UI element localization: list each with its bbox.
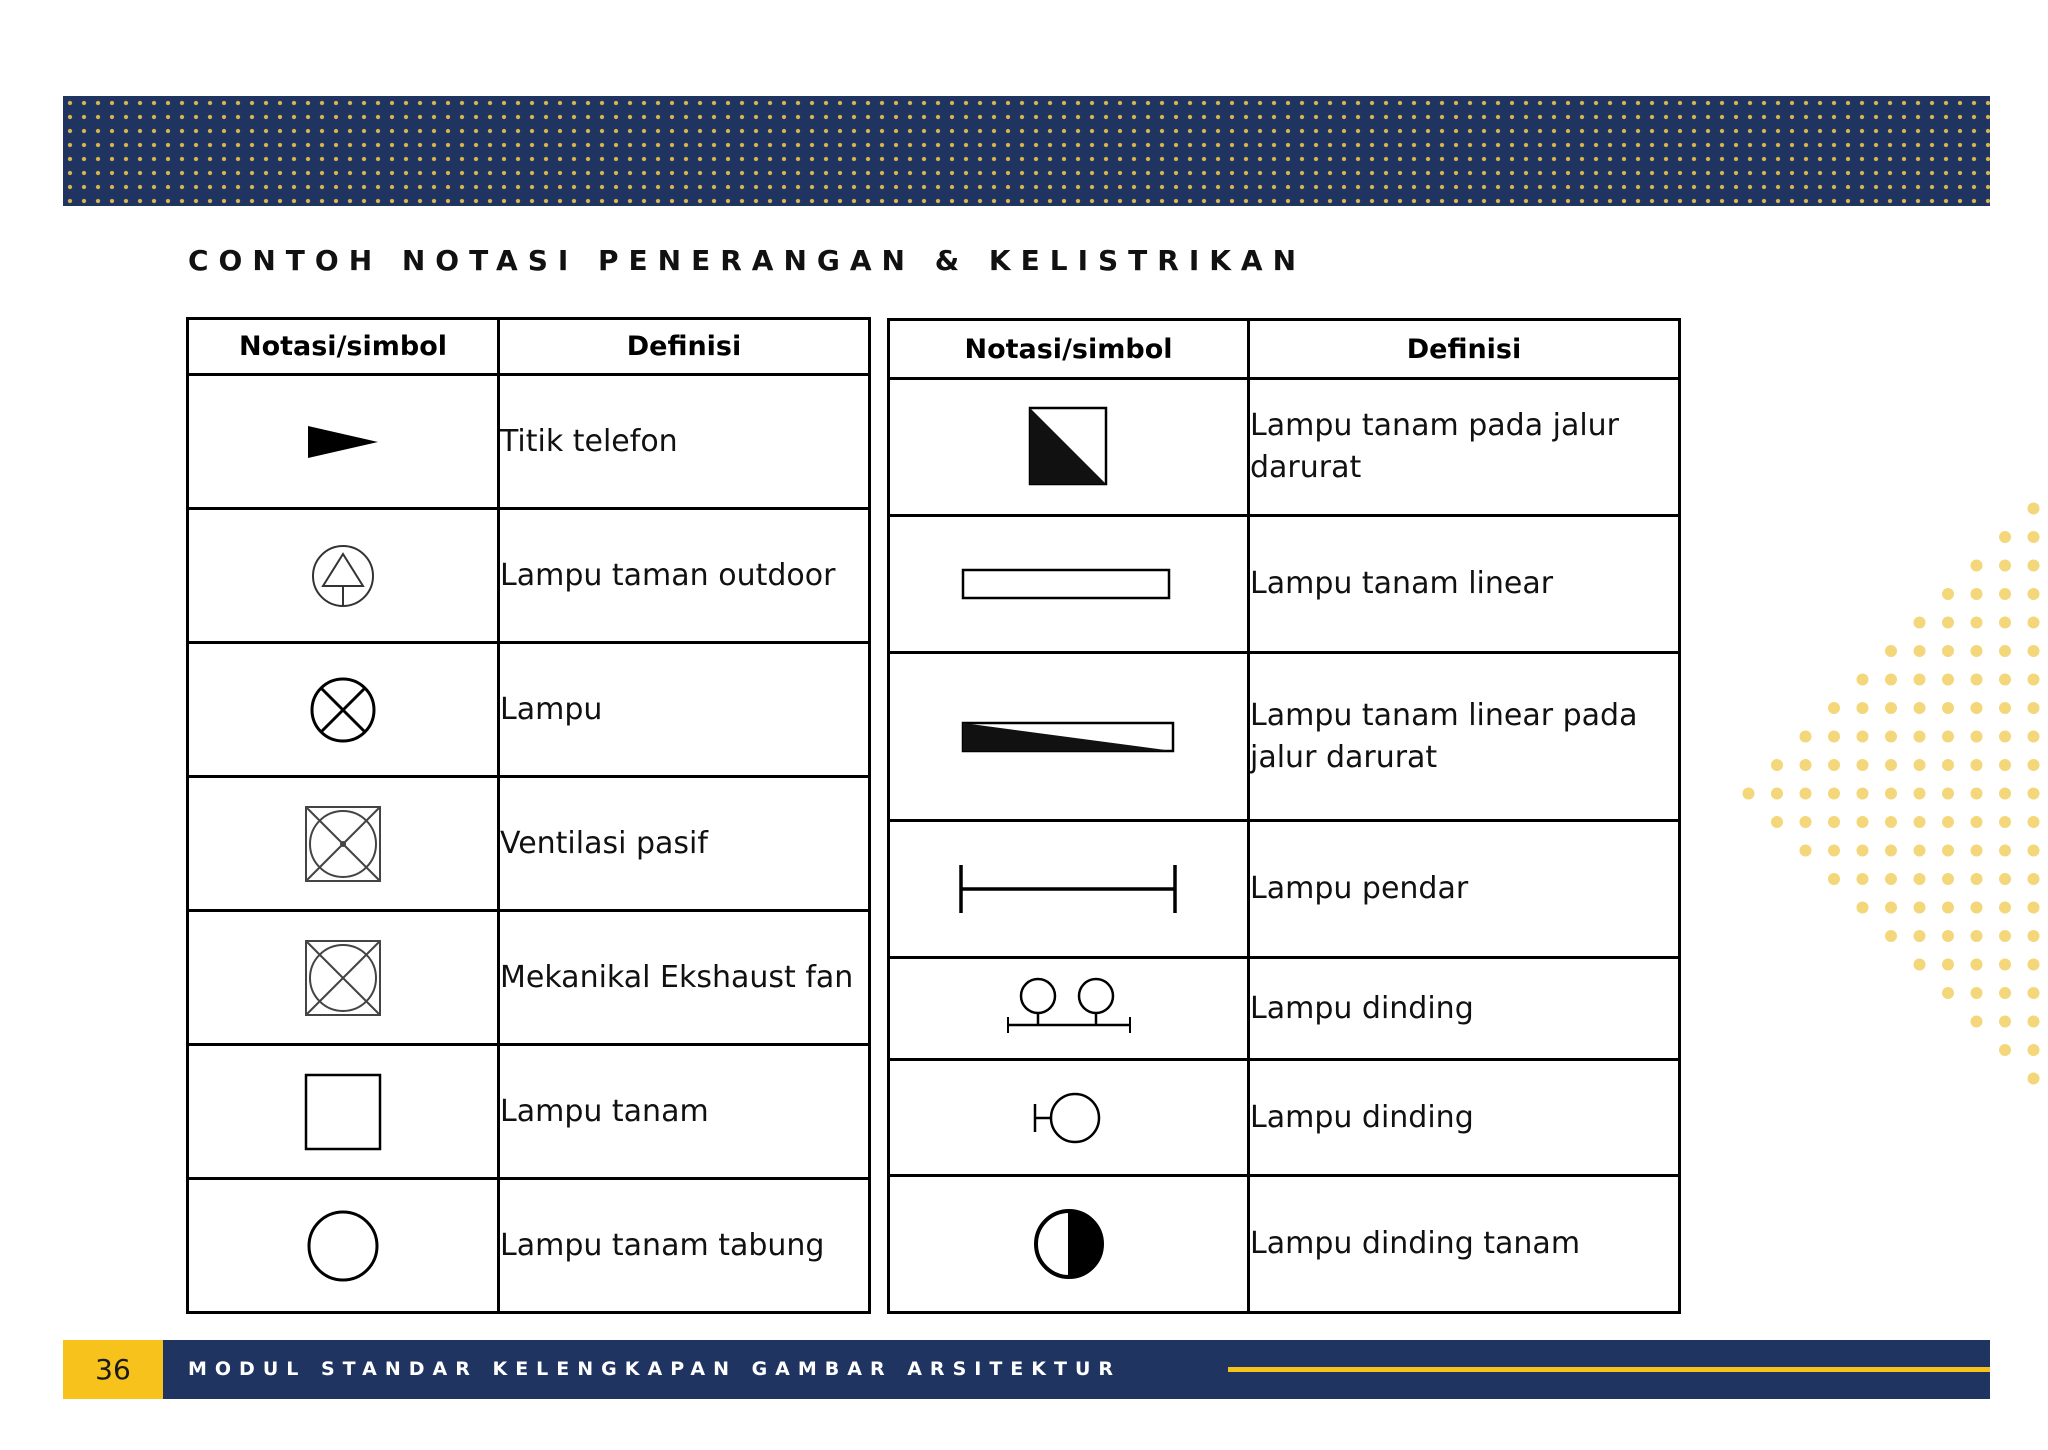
outdoor-garden-lamp-icon xyxy=(303,536,383,616)
emergency-recessed-lamp-icon xyxy=(1024,402,1114,492)
table-row xyxy=(188,777,870,911)
definition-cell: Lampu pendar xyxy=(1249,821,1680,958)
column-header-symbol: Notasi/simbol xyxy=(188,319,499,375)
column-header-definition: Definisi xyxy=(499,319,870,375)
definition-cell: Lampu xyxy=(499,643,870,777)
table-row xyxy=(188,509,870,643)
passive-ventilation-icon xyxy=(301,802,385,886)
table-row xyxy=(889,516,1680,653)
column-header-definition: Definisi xyxy=(1249,320,1680,379)
recessed-wall-lamp-icon xyxy=(1029,1204,1109,1284)
table-row xyxy=(889,1060,1680,1176)
definition-cell: Lampu tanam tabung xyxy=(499,1179,870,1313)
emergency-linear-recessed-lamp-icon xyxy=(959,715,1179,759)
definition-cell: Lampu taman outdoor xyxy=(499,509,870,643)
decorative-dot-pattern xyxy=(1700,470,2048,1110)
footer-accent-line xyxy=(1228,1367,1990,1372)
definition-cell: Lampu dinding xyxy=(1249,958,1680,1060)
section-title: CONTOH NOTASI PENERANGAN & KELISTRIKAN xyxy=(188,244,1307,277)
wall-lamp-icon xyxy=(1029,1088,1109,1148)
definition-cell: Lampu dinding tanam xyxy=(1249,1176,1680,1313)
definition-cell: Lampu tanam linear pada jalur darurat xyxy=(1249,653,1680,821)
recessed-tube-lamp-icon xyxy=(301,1204,385,1288)
definition-cell: Mekanikal Ekshaust fan xyxy=(499,911,870,1045)
definition-cell: Lampu tanam linear xyxy=(1249,516,1680,653)
telephone-point-icon xyxy=(298,412,388,472)
table-row xyxy=(188,911,870,1045)
footer-bar xyxy=(63,1340,1990,1399)
column-header-symbol: Notasi/simbol xyxy=(889,320,1249,379)
exhaust-fan-icon xyxy=(301,936,385,1020)
table-row xyxy=(188,375,870,509)
definition-cell: Lampu dinding xyxy=(1249,1060,1680,1176)
module-title: MODUL STANDAR KELENGKAPAN GAMBAR ARSITEKTUR xyxy=(188,1358,1121,1380)
table-row xyxy=(188,1045,870,1179)
definition-cell: Titik telefon xyxy=(499,375,870,509)
definition-cell: Lampu tanam xyxy=(499,1045,870,1179)
table-row xyxy=(889,1176,1680,1313)
linear-recessed-lamp-icon xyxy=(959,564,1179,604)
page-number: 36 xyxy=(63,1340,163,1399)
notation-table-left xyxy=(186,317,871,1314)
table-row xyxy=(889,958,1680,1060)
definition-cell: Ventilasi pasif xyxy=(499,777,870,911)
double-wall-lamp-icon xyxy=(1004,977,1134,1041)
table-row xyxy=(889,653,1680,821)
fluorescent-lamp-icon xyxy=(955,861,1183,917)
lamp-icon xyxy=(303,670,383,750)
notation-table-right xyxy=(887,318,1681,1314)
table-row xyxy=(188,643,870,777)
table-row xyxy=(889,379,1680,516)
definition-cell: Lampu tanam pada jalur darurat xyxy=(1249,379,1680,516)
recessed-lamp-icon xyxy=(301,1070,385,1154)
table-row xyxy=(188,1179,870,1313)
header-pattern-banner xyxy=(63,96,1990,206)
table-row xyxy=(889,821,1680,958)
